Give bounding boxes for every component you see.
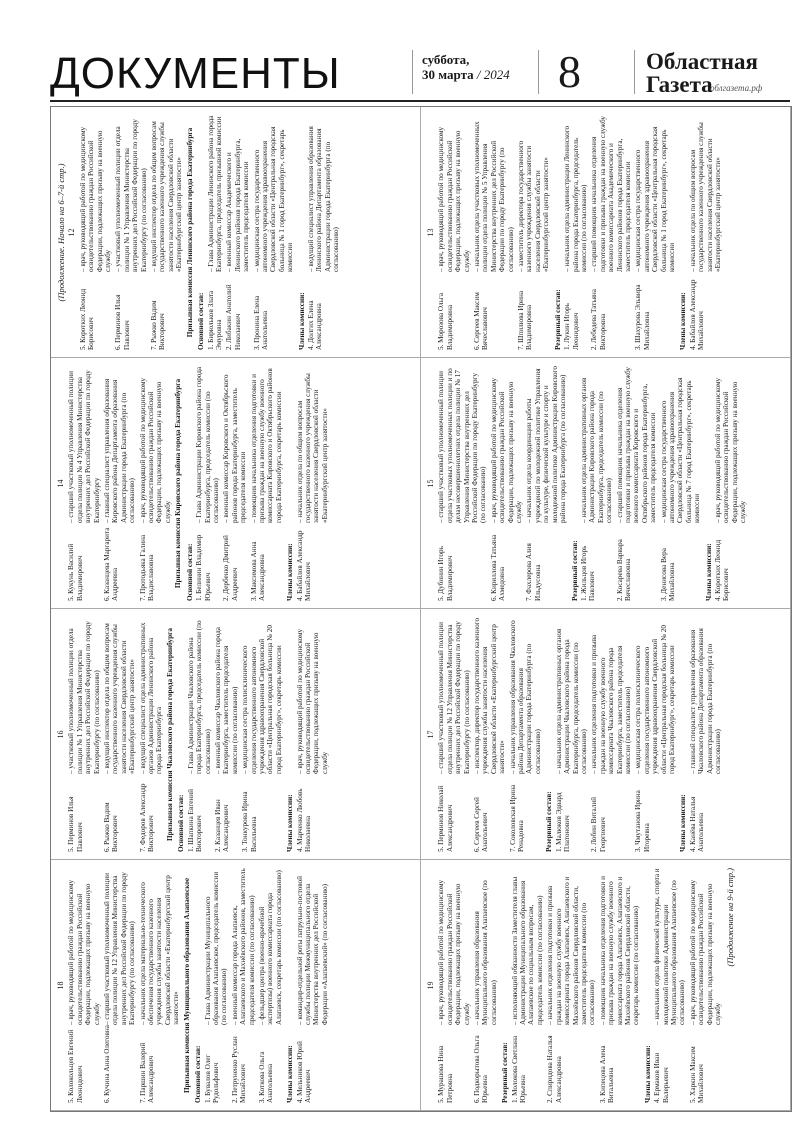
member-entry	[139, 366, 173, 601]
group-label: Члены комиссии:	[704, 543, 713, 601]
member-entry	[296, 617, 330, 852]
member-role: – старший помощник начальника отделения подготовки и призыва граждан на военную службу военного комиссариата Академического и Ленинского районов города Екатеринбурга, заместитель председателя комиссии	[590, 115, 632, 272]
member-name: 4. Бабайлов Александр Михайлович	[295, 530, 312, 601]
member-name: 4. Мельников Юрий Андреевич	[295, 1041, 312, 1103]
member-role: – врач, руководящий работой по медицинскому освидетельствованию граждан Российской Федерации, подлежащих призыву на военную службу	[490, 366, 524, 523]
column-number: 16	[56, 730, 65, 739]
issue-date	[422, 52, 510, 82]
member-role: – начальник отдела участковых уполномоченных полиции отдела полиции № 5 Управления Министерства внутренних дел Российской Федерации по городу Екатеринбургу (по согласованию)	[473, 115, 515, 272]
member-name: 5. Харкин Максим Михайлович	[688, 1046, 706, 1103]
group-label: Члены комиссии:	[643, 1045, 652, 1103]
document-cell	[421, 358, 791, 609]
document-cell	[421, 107, 791, 358]
member-entry	[490, 366, 524, 601]
member-role: – начальник отдела административных органов Администрации Кировского района города Екатеринбурга, председатель комиссии (по согласованию)	[580, 366, 614, 523]
member-role: – инспектор, директор государственного казенного учреждения службы занятости населения Свердловской области «Екатеринбургский центр занятости»	[473, 617, 507, 774]
member-role: – командир-отдельной роты патрульно-постовой службы полиции Межмуниципального отдела Министерства внутренних дел Российской Федерации «Алапаевский» (по согласованию)	[296, 868, 330, 1025]
member-role: – помощник начальника отделения подготовки и призыва граждан на военную службу военного комиссариата города Алапаевск, Алапаевского и Махнёвского районов Свердловской области, секретарь комиссии (по согласованию)	[599, 868, 641, 1025]
member-entry	[525, 366, 567, 601]
member-entry	[437, 617, 471, 852]
member-role: – Глава Администрации Ленинского района города Екатеринбурга, председатель призывной комиссии	[207, 115, 224, 272]
member-role: – врач, руководящий работой по медицинскому освидетельствованию граждан Российской Федерации, подлежащих призыву на военную службу	[296, 617, 330, 774]
member-name: 3. Коткова Ольга Анатольевна	[257, 1051, 275, 1103]
member-name: 3. Денисова Вера Михайловна	[659, 548, 676, 601]
member-entry	[689, 115, 723, 350]
member-entry	[114, 115, 148, 350]
header-divider	[634, 50, 635, 94]
member-entry	[580, 366, 614, 601]
member-entry	[253, 115, 295, 350]
issue-day: 30 марта	[422, 67, 474, 82]
member-name: 2. Петруненко Руслан Михайлович	[230, 1036, 248, 1103]
member-entry	[139, 868, 181, 1103]
member-role: – ведущий инспектор отдела по общим вопросам государственного казенного учреждения службы занятости населения Свердловской области «Екатеринбургский центр занятости»	[103, 617, 137, 774]
member-name: 3. Чмутанова Ирина Игоревна	[634, 790, 651, 852]
member-entry	[214, 617, 239, 852]
member-name: 2. Лобин Виталий Георгиевич	[590, 796, 607, 852]
member-name: 2. Косарева Варвара Вячеславовна	[615, 539, 632, 601]
member-name: 6. Перминов Илья Павлович	[114, 294, 131, 350]
member-entry	[103, 868, 137, 1103]
member-entry	[103, 366, 137, 601]
member-entry	[599, 868, 641, 1103]
member-entry	[67, 617, 101, 852]
group-label: Основной состав:	[177, 794, 186, 852]
document-cell	[421, 860, 791, 1111]
commission-heading: Призывная комиссия Ленинского района города Екатеринбурга	[185, 127, 194, 338]
member-role: – начальник управления образования Чкаловского района Департамента образования Администрации города Екатеринбурга (по согласованию)	[509, 617, 543, 774]
member-entry	[590, 617, 632, 852]
member-entry	[204, 868, 229, 1103]
member-role: – врач, руководящий работой по медицинскому освидетельствованию граждан Российской Федерации, подлежащих призыву на военную службу	[714, 366, 748, 523]
member-entry	[660, 366, 702, 601]
group-label: Члены комиссии:	[286, 1045, 295, 1103]
member-name: 1. Шапкина Евгений Викторович	[186, 789, 204, 852]
column-number: 13	[426, 228, 435, 237]
member-name: 1. Бувалов Олег Рудольфович	[203, 1054, 220, 1103]
member-role: – ведущий инспектор отдела по общим вопросам государственного казенного учреждения службы занятости населения Свердловской области «Екатеринбургский центр занятости»	[150, 115, 184, 272]
cell-content	[421, 860, 791, 1111]
member-name: 4. Бабайлов Александр Михайлович	[688, 279, 706, 350]
member-entry	[437, 868, 471, 1103]
member-role: – врач, руководящий работой по медицинскому освидетельствованию граждан Российской Федерации, подлежащих призыву на военную службу	[437, 868, 471, 1025]
continuation-note: (Продолжение на 9-й стр.)	[725, 868, 736, 967]
member-role: – участковый уполномоченный полиции отдела полиции № 1 Управления Министерства внутренних дел Российской Федерации по городу Екатеринбургу (по согласованию)	[114, 115, 148, 272]
member-role: – старший помощник начальника отделения подготовки и призыва граждан на военную службу военного комиссариата Кировского и Октябрьского районов города Екатеринбурга, заместитель председателя комиссии	[616, 366, 658, 523]
group-label: Члены комиссии:	[286, 794, 295, 852]
member-name: 5. Коротких Леонид Борисович	[78, 288, 96, 350]
member-entry	[634, 115, 676, 350]
member-entry	[473, 617, 507, 852]
member-name: 1. Молокова Светлана Юрьевна	[510, 1035, 528, 1103]
member-role: – врач, руководящий работой по медицинскому освидетельствованию граждан Российской Федерации, подлежащих призыву на военную службу	[689, 868, 723, 1025]
member-role: – Глава Администрации Муниципального образования Алапаевское, председатель комиссии (по согласованию)	[204, 868, 229, 1025]
member-role: – военный комиссар Академического и Ленинского районов города Екатеринбурга, заместитель председателя комиссии	[225, 115, 250, 272]
member-role: – начальник отдела по общим вопросам государственного казенного учреждения службы занятости населения Свердловской области «Екатеринбургский центр занятости»	[296, 366, 330, 523]
member-entry	[634, 617, 676, 852]
member-name: 7. Рыжко Вадим Викторович	[150, 300, 167, 350]
member-entry	[714, 366, 748, 601]
member-role: – начальник управления образования Муниципального образования Алапаевское (по согласованию)	[473, 868, 498, 1025]
member-role: – начальник отдела администрации Ленинского района города Екатеринбурга, председатель комиссии (по согласованию)	[563, 115, 588, 272]
member-role: – военный комиссар Чкаловского района города Екатеринбурга, заместитель председателя комиссии (по согласованию)	[214, 617, 239, 774]
member-name: 5. Морозова Ольга Владимировна	[437, 292, 454, 350]
brand-line-2: Газета	[646, 72, 713, 97]
commission-heading: Призывная комиссия Муниципального образования Алапаевское	[182, 877, 191, 1094]
commission-heading: Призывная комиссия Кировского района города Екатеринбурга	[174, 378, 183, 589]
member-name: 2. Казанцев Иван Александрович	[213, 799, 231, 852]
member-name: 5. Кукунь Василий Владимирович	[67, 543, 84, 601]
document-cell	[51, 860, 421, 1111]
member-role: – начальник отдела физической культуры, спорта и молодежной политики Администрации Муниципального образования Алапаевское (по согласованию)	[653, 868, 687, 1025]
member-name: 7. Фахлерова Алия Ильдусовна	[525, 543, 542, 601]
member-role: – Глава Администрации Кировского района города Екатеринбурга, председатель комиссии (по согласованию)	[195, 366, 220, 523]
issue-weekday: суббота,	[422, 52, 470, 67]
group-label: Резервный состав:	[553, 289, 562, 350]
member-entry	[473, 115, 515, 350]
document-grid	[50, 106, 792, 1112]
member-role: – помощник начальника отделения подготовки и призыва граждан на военную службу военного комиссариата Кировского и Октябрьского районов города Екатеринбурга, секретарь комиссии	[250, 366, 284, 523]
member-name: 3. Пронина Елена Анатольевна	[252, 295, 269, 350]
member-role: – фельдшер центра (военно-врачебной экспертизы) военного комиссариата города Алапаевск, секретарь комиссии (по согласованию)	[258, 868, 283, 1025]
header-divider	[538, 50, 539, 94]
member-entry	[207, 115, 224, 350]
member-entry	[616, 366, 658, 601]
cell-content	[51, 609, 421, 860]
member-entry	[296, 366, 330, 601]
section-title: ДОКУМЕНТЫ	[50, 49, 341, 98]
member-role: – начальник отдела административных органов Администрации Чкаловского района города Екатеринбурга, председатель комиссии (по согласованию)	[555, 617, 589, 774]
member-role: – начальник отдела материально-технического обеспечения государственного казенного учреждения службы занятости населения Свердловской области «Екатеринбургский центр занятости»	[139, 868, 181, 1025]
member-name: 3. Тонкурова Ирина Васильевна	[241, 791, 258, 852]
member-entry	[222, 366, 247, 601]
member-entry	[67, 366, 101, 601]
member-name: 5. Колокольцев Евгений Леонидович	[67, 1029, 84, 1103]
member-entry	[250, 366, 284, 601]
group-label: Члены комиссии:	[679, 292, 688, 350]
group-label: Резервный состав:	[570, 540, 579, 601]
group-label: Члены комиссии:	[297, 292, 306, 350]
member-role: – медицинская сестра полисклинического отделения государственного автономного учреждения здравоохранения Свердловской области «Центральная городская больница № 20 город Екатеринбург», секретарь комиссии	[241, 617, 283, 774]
member-name: 4. Долгих Елена Александровна	[306, 300, 324, 350]
member-entry	[67, 868, 101, 1103]
group-label: Резервный состав:	[545, 791, 554, 852]
member-role: – участковый уполномоченный полиции отдела полиции № 1 Управления Министерства внутренних дел Российской Федерации по городу Екатеринбургу (по согласованию)	[67, 617, 101, 774]
continuation-note: (Продолжение. Начало на 6–7-й стр.)	[56, 163, 66, 302]
member-name: 6. Кучина Анна Олеговна	[103, 1025, 112, 1103]
group-label: Основной состав:	[194, 1045, 203, 1103]
column-number: 12	[67, 228, 77, 237]
column-number: 17	[426, 730, 435, 739]
member-entry	[563, 115, 588, 350]
member-role: – медицинская сестра полисклинического отделения государственного автономного учреждения здравоохранения Свердловской области «Центральная городская больница № 20 город Екатеринбург», секретарь комиссии	[634, 617, 676, 774]
member-entry	[509, 617, 543, 852]
group-label: Резервный состав:	[501, 1042, 510, 1103]
member-name: 1. Малюков Эдвард Платонович	[554, 792, 572, 852]
member-name: 1. Бирюльков Злата Эмуровна	[206, 290, 223, 350]
member-name: 5. Перминов Николай Александрович	[437, 785, 454, 852]
member-name: 4. Марченко Любовь Николаевна	[295, 788, 312, 852]
cell-content	[421, 358, 791, 609]
member-role: – медицинская сестра государственного автономного учреждения здравоохранения Свердловской области «Центральная городская больница № 1 город Екатеринбург», секретарь комиссии	[253, 115, 295, 272]
member-entry	[139, 617, 164, 852]
issue-date-line	[422, 67, 510, 82]
member-name: 1. Жильцов Игорь Павлович	[579, 545, 597, 601]
member-entry	[150, 115, 184, 350]
commission-heading: Призывная комиссия Чкаловского района города Екатеринбурга	[165, 628, 174, 841]
member-name: 2. Спиридова Наталья Александровна	[546, 1035, 563, 1103]
member-entry	[307, 115, 341, 350]
page-number: 8	[558, 46, 581, 97]
member-role: – врач, руководящий работой по медицинскому освидетельствованию граждан Российской Федерации, подлежащих призыву на военную службу	[139, 366, 173, 523]
group-label: Члены комиссии:	[286, 543, 295, 601]
member-name: 7. Протодьяка Галина Владиславовна	[138, 534, 156, 601]
member-role: – ведущий специалист управления образования Ленинского района Департамента образования Администрации города Екатеринбурга (по согласованию)	[307, 115, 341, 272]
member-name: 2. Лебедева Татьяна Викторовна	[590, 289, 607, 350]
member-role: – врач, руководящий работой по медицинскому освидетельствованию граждан Российской Федерации, подлежащих призыву на военную службу	[437, 115, 471, 272]
column-number: 19	[426, 981, 435, 990]
member-name: 5. Дубинин Игорь Владимирович	[437, 546, 454, 601]
member-role: – старший участковый уполномоченный полиции отдела полиции № 4 Управления Министерства внутренних дел Российской Федерации по городу Екатеринбургу	[67, 366, 101, 523]
member-role: – военный комиссар Кировского и Октябрьского районов города Екатеринбурга, заместитель председателя комиссии	[222, 366, 247, 523]
member-name: 4. Коротких Леонид Борисович	[714, 539, 731, 601]
member-role: – медицинская сестра государственного автономного учреждения здравоохранения Свердловской области «Центральная городская больница № 7 город Екатеринбург», секретарь комиссии	[660, 366, 702, 523]
member-name: 1. Лукин Игорь Леонидович	[563, 303, 580, 350]
group-label: Члены комиссии:	[679, 794, 688, 852]
member-role: – старший участковый уполномоченный полиции отдела полиции № 12 Управления Министерства внутренних дел Российской Федерации по городу Екатеринбургу (по согласованию)	[103, 868, 137, 1025]
cell-content	[421, 609, 791, 860]
member-entry	[187, 617, 212, 852]
cell-content	[51, 107, 421, 358]
member-name: 3. Кипецова Алена Витальевна	[598, 1045, 616, 1103]
member-role: – Глава Администрации Чкаловского района города Екатеринбурга, председатель комиссии (по согласованию)	[187, 617, 212, 774]
member-role: – врач, руководящий работой по медицинскому освидетельствованию граждан Российской Федерации, подлежащих призыву на военную службу	[67, 868, 101, 1025]
member-entry	[511, 868, 545, 1103]
member-name: 7. Шпилюва Ирина Владимировна	[517, 290, 534, 350]
issue-year: / 2024	[476, 67, 510, 82]
member-name: 6. Рыжко Вадим Викторович	[103, 802, 120, 852]
member-entry	[517, 115, 551, 350]
member-role: – главный специалист управления образования Чкаловского района Департамента образования Администрации города Екатеринбурга (по согласованию)	[689, 617, 723, 774]
member-name: 6. Кириллова Татьяна Ахмедовна	[489, 534, 507, 601]
member-entry	[689, 617, 723, 852]
member-entry	[225, 115, 250, 350]
member-entry	[241, 617, 283, 852]
group-label: Основной состав:	[185, 543, 194, 601]
member-name: 4. Ермаков Иван Валерьевич	[653, 1052, 670, 1103]
member-role: – начальник отдела координации работы учреждений по молодежной политике Управления по культуре, физической культуре и спорту и молодежной политике Администрации Кировского района города Екатеринбурга (по согласованию)	[525, 366, 567, 523]
member-role: – военный комиссар города Алапаевск, Алапаевского и Махнёвского районов, заместитель председателя комиссии (по согласованию)	[231, 868, 256, 1025]
page-header	[50, 48, 790, 102]
group-label: Основной состав:	[197, 292, 206, 350]
member-role: – заместитель директора государственного казенного учреждения службы занятости населения Свердловской области «Екатеринбургский центр занятости»	[517, 115, 551, 272]
member-name: 6. Казанцева Маргарита Андреевна	[103, 527, 120, 601]
member-role: – ведущий специалист отдела административных органов Администрации Ленинского района города Екатеринбурга	[139, 617, 164, 774]
cell-content	[51, 358, 421, 609]
document-cell	[51, 107, 421, 358]
member-entry	[437, 115, 471, 350]
member-role: – начальник отдела по общим вопросам государственного казенного учреждения службы занятости населения Свердловской области «Екатеринбургский центр занятости»	[689, 115, 723, 272]
member-entry	[689, 868, 723, 1103]
member-entry	[258, 868, 283, 1103]
member-name: 7. Соколовская Ирина Ренадовна	[508, 784, 526, 852]
member-entry	[296, 868, 330, 1103]
member-name: 2. Дербенко Дмитрий Андреевич	[222, 535, 239, 601]
member-entry	[590, 115, 632, 350]
brand-line-1: Областная	[646, 49, 758, 74]
cell-content	[421, 107, 791, 358]
column-number: 14	[56, 479, 65, 488]
cell-content	[51, 860, 421, 1111]
member-name: 5. Перминов Илья Павлович	[67, 796, 84, 852]
member-entry	[653, 868, 687, 1103]
member-name: 6. Подкорытова Ольга Юрьевна	[473, 1035, 490, 1103]
document-cell	[51, 609, 421, 860]
member-name: 6. Сергеев Сергей Анатольевич	[473, 797, 490, 852]
header-divider	[412, 50, 413, 94]
member-name: 1. Белинин Владимир Юрьевич	[195, 534, 212, 601]
member-role: – старший участковый уполномоченный полиции отдела полиции № 12 Управления Министерства внутренних дел Российской Федерации по городу Екатеринбургу (по согласованию)	[437, 617, 471, 774]
header-rule	[50, 100, 790, 102]
member-role: – исполняющий обязанности Заместителя главы Администрации Муниципального образования Алапаевское по социальным вопросам, председатель комиссии (по согласованию)	[511, 868, 545, 1025]
member-entry	[195, 366, 220, 601]
member-name: 3. Шахурова Эльвира Михайловна	[634, 284, 651, 350]
column-number: 15	[426, 479, 435, 488]
member-entry	[555, 617, 589, 852]
member-role: – врач, руководящий работой по медицинскому освидетельствованию граждан Российской Федерации, подлежащих призыву на военную службу	[79, 115, 113, 272]
member-entry	[231, 868, 256, 1103]
member-role: – старший участковый уполномоченный полиции отдела участковых уполномоченных полиции и по делам несовершеннолетних отдела полиции № 17 Управления Министерства внутренних дел Российской Федерации по городу Екатеринбургу (по согласованию)	[437, 366, 487, 523]
member-name: 2. Либакин Анатолий Николаевич	[225, 284, 242, 350]
member-role: – начальник отделения подготовки и призыва граждан на военную службу военного комиссариата города Алапаевск, Алапаевского и Махнёвского районов Свердловской области, заместитель председателя комиссии (по согласованию)	[546, 868, 596, 1025]
document-cell	[51, 358, 421, 609]
member-entry	[79, 115, 113, 350]
member-entry	[103, 617, 137, 852]
document-cell	[421, 609, 791, 860]
brand-url: облгазета.рф	[710, 83, 763, 93]
member-entry	[546, 868, 596, 1103]
member-name: 6. Сергеев Максим Вячеславович	[473, 292, 490, 350]
member-role: – главный специалист управления образования Кировского района Департамента образования Администрации города Екатеринбурга (по согласованию)	[103, 366, 137, 523]
member-name: 3. Максимова Анна Александровна	[249, 541, 266, 601]
member-name: 5. Мурашова Нина Петровна	[437, 1045, 454, 1103]
member-role: – медицинская сестра государственного автономного учреждения здравоохранения Свердловской области «Центральная городская больница № 1 город Екатеринбург», секретарь комиссии	[634, 115, 676, 272]
member-role: – начальник отделения подготовки и призыва граждан на военную службу военного комиссариата Чкаловского района города Екатеринбурга, заместитель председателя комиссии (по согласованию)	[590, 617, 632, 774]
member-entry	[473, 868, 498, 1103]
member-name: 4. Канёва Наталья Анатольевна	[688, 796, 706, 852]
column-number: 18	[56, 981, 65, 990]
member-name: 7. Паршин Валерий Александрович	[138, 1042, 156, 1103]
member-name: 7. Федоров Александр Викторович	[138, 783, 156, 852]
member-entry	[437, 366, 487, 601]
